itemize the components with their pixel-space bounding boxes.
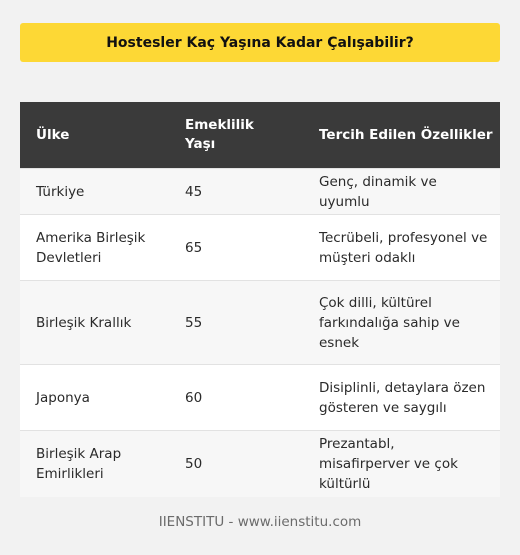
retirement-age-table [20, 102, 500, 497]
cell-features: Genç, dinamik ve uyumlu [303, 169, 500, 215]
cell-country: Türkiye [20, 169, 169, 215]
page-title [20, 23, 500, 62]
cell-age: 60 [169, 365, 303, 431]
cell-features: Çok dilli, kültürel farkındalığa sahip ve esnek [303, 281, 500, 365]
cell-country: Japonya [20, 365, 169, 431]
cell-features: Disiplinli, detaylara özen gösteren ve saygılı [303, 365, 500, 431]
header-country: Ülke [20, 102, 169, 169]
cell-features: Tecrübeli, profesyonel ve müşteri odaklı [303, 215, 500, 281]
cell-features: Prezantabl, misafirperver ve çok kültürlü [303, 431, 500, 497]
cell-age: 45 [169, 169, 303, 215]
cell-country: Birleşik Krallık [20, 281, 169, 365]
table-header-row [20, 102, 500, 169]
table-row [20, 365, 500, 431]
header-age-text: Emeklilik Yaşı [185, 117, 254, 152]
table-row [20, 281, 500, 365]
table-row [20, 169, 500, 215]
footer-credit: IIENSTITU - www.iienstitu.com [158, 514, 362, 530]
cell-age: 65 [169, 215, 303, 281]
header-age [169, 102, 303, 169]
header-features: Tercih Edilen Özellikler [303, 102, 500, 169]
cell-country: Birleşik Arap Emirlikleri [20, 431, 169, 497]
title-text: Hostesler Kaç Yaşına Kadar Çalışabilir? [106, 34, 414, 51]
table-row [20, 215, 500, 281]
table-row [20, 431, 500, 497]
cell-age: 55 [169, 281, 303, 365]
cell-country: Amerika Birleşik Devletleri [20, 215, 169, 281]
cell-age: 50 [169, 431, 303, 497]
